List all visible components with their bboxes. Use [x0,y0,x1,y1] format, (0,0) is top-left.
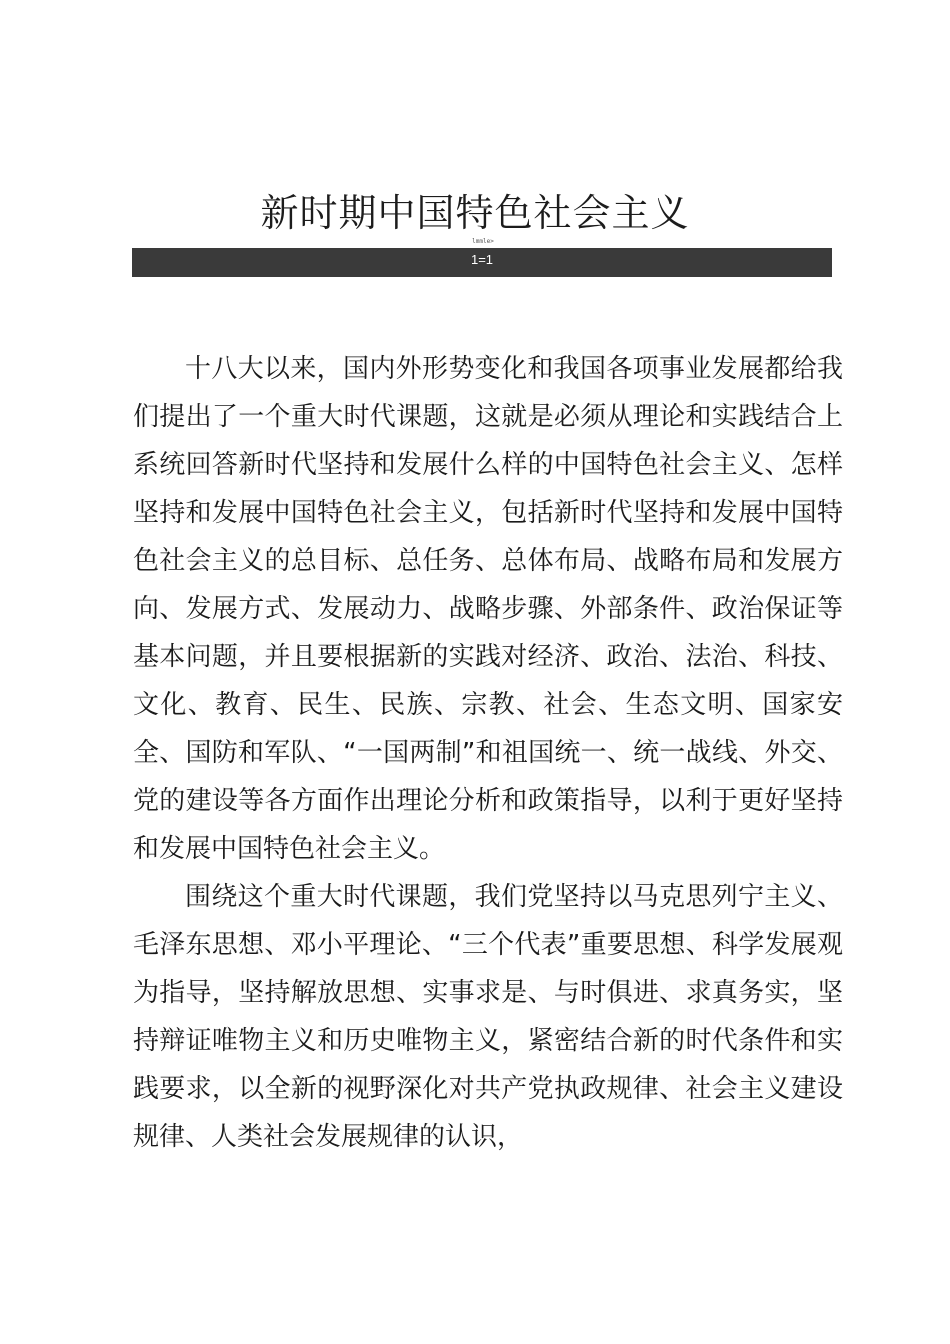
paragraph-2: 围绕这个重大时代课题，我们党坚持以马克思列宁主义、毛泽东思想、邓小平理论、“三个代表”重要思想、科学发展观为指导，坚持解放思想、实事求是、与时俱进、求真务实，坚持辩证唯物主义和历史唯物主义，紧密结合新的时代条件和实践要求，以全新的视野深化对共产党执政规律、社会主义建设规律、人类社会发展规律的认识， [133,882,843,1152]
title-mark: lmmle> [472,238,494,245]
paragraph-1: 十八大以来，国内外形势变化和我国各项事业发展都给我们提出了一个重大时代课题，这就是必须从理论和实践结合上系统回答新时代坚持和发展什么样的中国特色社会主义、怎样坚持和发展中国特色社会主义，包括新时代坚持和发展中国特色社会主义的总目标、总任务、总体布局、战略布局和发展方向、发展方式、发展动力、战略步骤、外部条件、政治保证等基本问题，并且要根据新的实践对经济、政治、法治、科技、文化、教育、民生、民族、宗教、社会、生态文明、国家安全、国防和军队、“一国两制”和祖国统一、统一战线、外交、党的建设等各方面作出理论分析和政策指导，以利于更好坚持和发展中国特色社会主义。 [133,354,843,864]
title-bar-text: 1=1 [470,252,494,267]
document-title: 新时期中国特色社会主义 [260,191,690,235]
title-bar [132,248,832,277]
document-body [133,345,843,1161]
